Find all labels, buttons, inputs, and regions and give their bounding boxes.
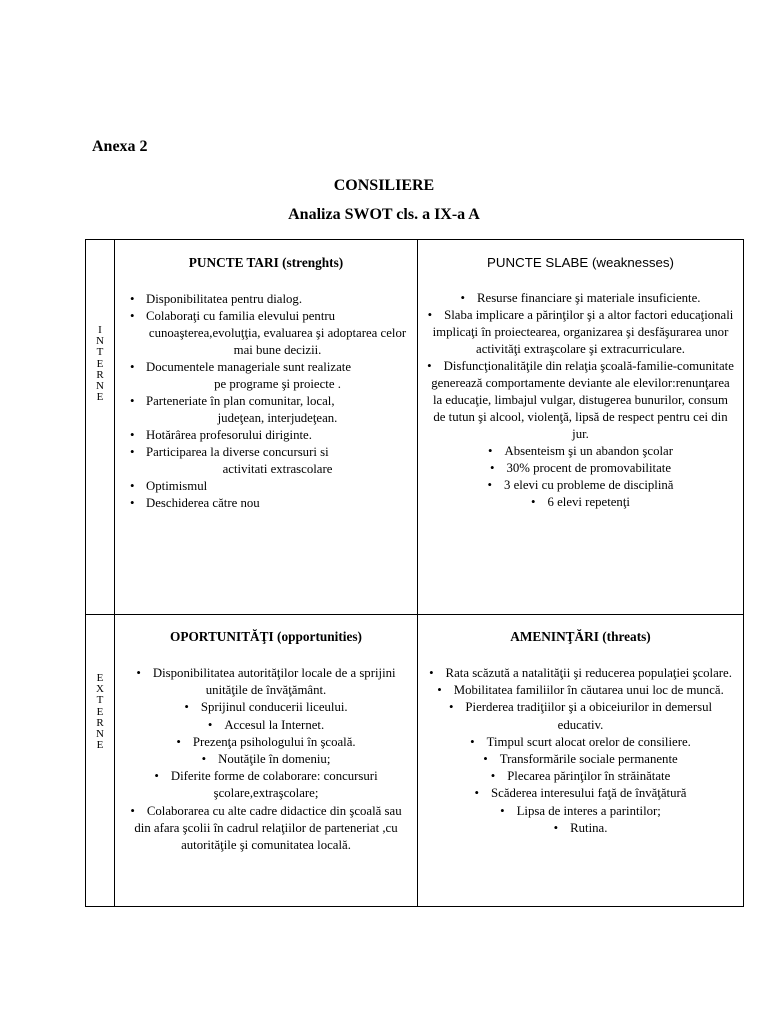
list-item: • Optimismul <box>115 478 417 495</box>
list-item: • Rata scăzută a natalităţii şi reducerea populaţiei şcolare. <box>418 665 743 682</box>
external-row <box>86 615 744 907</box>
list-item: • Resurse financiare şi materiale insuficiente. <box>418 290 743 307</box>
list-item: • Mobilitatea familiilor în căutarea unui loc de muncă. <box>418 682 743 699</box>
opportunities-list <box>115 665 417 854</box>
list-item: • Hotărârea profesorului diriginte. <box>115 427 417 444</box>
external-side-label <box>86 615 115 907</box>
list-item: • Colaboraţi cu familia elevului pentru cunoaşterea,evoluţţia, evaluarea şi adoptarea celor mai bune decizii. <box>115 308 417 359</box>
threats-cell <box>418 615 744 907</box>
document-subtitle: Analiza SWOT cls. a IX-a A <box>288 206 480 223</box>
threats-list <box>418 665 743 837</box>
side-letter: E <box>96 391 104 404</box>
side-letter: R <box>96 716 104 729</box>
list-item: • Disfuncţionalităţile din relaţia şcoală-familie-comunitate generează comportamente deviante ale elevilor:renunţarea la educaţie, limbajul vulgar, distugerea bunurilor, consum de tutun şi alcool, violenţă, lipsă de respect pentru cei din jur. <box>418 358 743 443</box>
internal-row <box>86 240 744 615</box>
side-letter: I <box>98 324 102 336</box>
weaknesses-list <box>418 290 743 511</box>
annex-label: Anexa 2 <box>92 138 148 155</box>
list-item: • Diferite forme de colaborare: concursuri şcolare,extraşcolare; <box>115 768 417 802</box>
list-item: • Transformările sociale permanente <box>418 751 743 768</box>
side-letter: T <box>96 346 104 359</box>
list-item: • 6 elevi repetenţi <box>418 494 743 511</box>
list-item: • Accesul la Internet. <box>115 717 417 734</box>
side-letter: E <box>96 357 104 370</box>
list-item: • Slaba implicare a părinţilor şi a altor factori educaţionali implicaţi în proiectearea, organizarea şi desfăşurarea unor activităţi extraşcolare şi extracurriculare. <box>418 307 743 358</box>
list-item: • Parteneriate în plan comunitar, local, judeţean, interjudeţean. <box>115 393 417 427</box>
side-letter: N <box>96 380 104 393</box>
side-letter: N <box>96 728 104 741</box>
list-item: • 30% procent de promovabilitate <box>418 460 743 477</box>
internal-side-label <box>86 240 115 615</box>
list-item: • Prezenţa psihologului în şcoală. <box>115 734 417 751</box>
list-item: • Deschiderea către nou <box>115 495 417 512</box>
list-item: • Pierderea tradiţiilor şi a obiceiurilor in demersul educativ. <box>418 699 743 733</box>
swot-table <box>85 239 744 907</box>
list-item: • Absenteism şi un abandon şcolar <box>418 443 743 460</box>
list-item: • Sprijinul conducerii liceului. <box>115 699 417 716</box>
list-item: • Disponibilitatea pentru dialog. <box>115 291 417 308</box>
opportunities-cell <box>115 615 418 907</box>
list-item: • Participarea la diverse concursuri si activitati extrascolare <box>115 444 417 478</box>
side-letter: T <box>96 694 104 707</box>
list-item: • Lipsa de interes a parintilor; <box>418 803 743 820</box>
document-title: CONSILIERE <box>333 177 435 194</box>
side-letter: R <box>96 368 104 381</box>
side-letter: E <box>96 672 104 684</box>
list-item: • Colaborarea cu alte cadre didactice din şcoală sau din afara şcolii în cadrul relaţiilor de parteneriat ,cu autorităţile şi comunitatea locală. <box>115 803 417 855</box>
opportunities-heading: OPORTUNITĂŢI (opportunities) <box>170 629 362 644</box>
weaknesses-heading: PUNCTE SLABE (weaknesses) <box>487 255 674 270</box>
side-letter: X <box>96 683 104 696</box>
list-item: • Rutina. <box>418 820 743 837</box>
side-letter: E <box>96 739 104 752</box>
threats-heading: AMENINŢĂRI (threats) <box>510 629 651 644</box>
list-item: • 3 elevi cu probleme de disciplină <box>418 477 743 494</box>
list-item: • Plecarea părinţilor în străinătate <box>418 768 743 785</box>
list-item: • Scăderea interesului faţă de învăţătură <box>418 785 743 802</box>
side-letter: E <box>96 705 104 718</box>
weaknesses-cell <box>418 240 744 615</box>
strengths-cell <box>115 240 418 615</box>
strengths-list <box>115 291 417 512</box>
side-letter: N <box>96 335 104 348</box>
list-item: • Disponibilitatea autorităţilor locale de a sprijini unităţile de învăţământ. <box>115 665 417 699</box>
list-item: • Timpul scurt alocat orelor de consiliere. <box>418 734 743 751</box>
list-item: • Noutăţile în domeniu; <box>115 751 417 768</box>
strengths-heading: PUNCTE TARI (strenghts) <box>188 255 344 270</box>
list-item: • Documentele manageriale sunt realizate pe programe şi proiecte . <box>115 359 417 393</box>
